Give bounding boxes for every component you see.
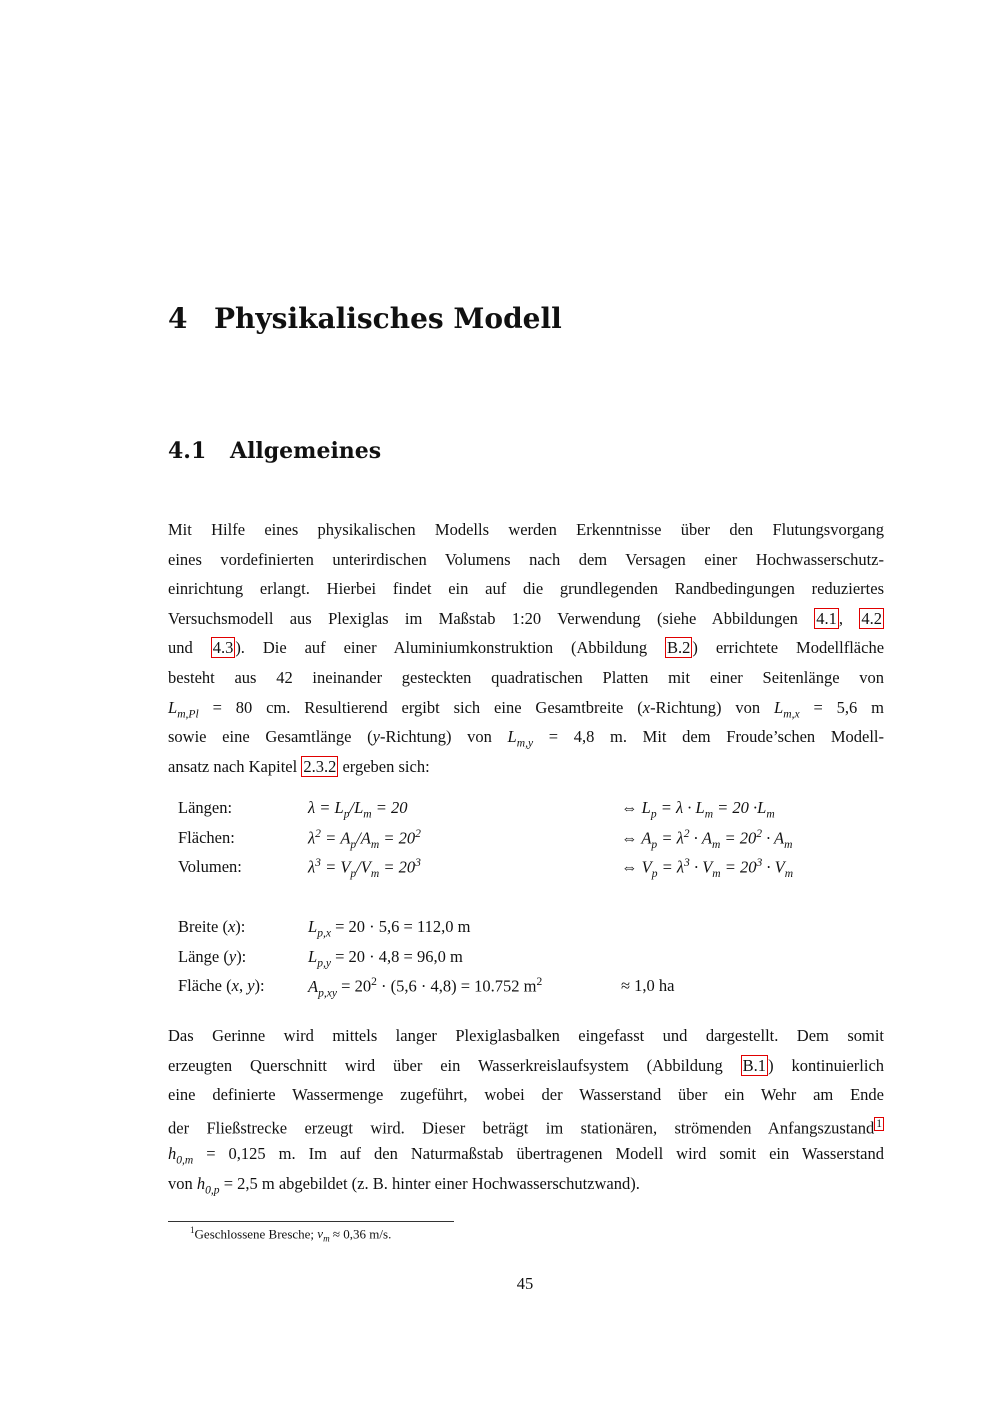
dimension-label: Fläche (x, y): <box>178 976 265 996</box>
text-fragment: = 2,5 m abgebildet (z. B. hinter einer Hochwasserschutzwand). <box>223 1173 640 1193</box>
text-fragment: -Richtung) von <box>379 727 492 747</box>
paragraph-2 <box>168 1021 884 1199</box>
math-symbol: $L_{m,y}$ <box>507 727 534 750</box>
text-fragment: von <box>168 1173 193 1193</box>
text-fragment: ansatz nach Kapitel <box>168 756 298 776</box>
dimension-expression: $A_{p,xy} = 20^2 \cdot (5,6 \cdot 4,8) = 10.752$ $m^2$ <box>308 976 543 999</box>
text-line <box>168 1139 884 1169</box>
equation-label: Längen: <box>178 798 233 817</box>
text-line: eines vordefinierten unterirdischen Volumens nach dem Versagen einer Hochwasserschutz- <box>168 549 884 569</box>
text-line: einrichtung erlangt. Hierbei findet ein auf die grundlegenden Randbedingungen reduziertes <box>168 579 884 599</box>
chapter-title: Physikalisches Modell <box>214 302 562 335</box>
footnote <box>190 1225 391 1244</box>
text-line <box>168 1051 884 1081</box>
math-symbol: $h_{0,m}$ <box>168 1144 194 1167</box>
text-line: besteht aus 42 ineinander gesteckten quadratischen Platten mit einer Seitenlänge von <box>168 667 884 687</box>
text-fragment: der Fließstrecke erzeugt wird. Dieser beträgt im stationären, strömenden Anfangszustand <box>168 1118 875 1138</box>
math-symbol: $h_{0,p}$ <box>196 1173 220 1197</box>
text-line: eine definierte Wassermenge zugeführt, wobei der Wasserstand über ein Wehr am Ende <box>168 1085 884 1105</box>
equation-label: Volumen: <box>178 857 242 877</box>
equation-lhs: $\lambda = L_p/L_m = 20$ <box>308 798 408 821</box>
text-line <box>168 752 884 782</box>
equation-rhs: ⇔ $A_p = \lambda^2 \cdot A_m = 20^2 \cdot A_m$ <box>621 827 793 851</box>
text-fragment: Versuchsmodell aus Plexiglas im Maßstab 1:20 Verwendung (siehe Abbildungen <box>168 608 798 628</box>
dimension-label: Breite (x): <box>178 917 246 936</box>
text-line <box>168 1169 884 1199</box>
section-heading <box>168 438 381 464</box>
text-line: Mit Hilfe eines physikalischen Modells werden Erkenntnisse über den Flutungsvorgang <box>168 520 884 539</box>
dimension-expression: $L_{p,x} = 20 \cdot 5,6 = 112,0$ m <box>308 917 471 940</box>
footnote-divider <box>168 1221 454 1222</box>
text-fragment: ) kontinuierlich <box>768 1055 885 1075</box>
text-fragment: = 5,6 m <box>813 697 884 717</box>
text-fragment: ergeben sich: <box>342 756 430 776</box>
text-line <box>168 1110 884 1140</box>
page-number: 45 <box>516 1274 534 1293</box>
section-title: Allgemeines <box>230 438 382 464</box>
text-line: sowie eine Gesamtlänge (y-Richtung) von $L_{m,y} = 4,8$ m. Mit dem Froude’schen Modell- <box>168 727 884 750</box>
text-fragment: = 80 cm. Resultierend ergibt sich eine Gesamtbreite ( <box>212 697 643 717</box>
footnote-text: Geschlossene Bresche; <box>194 1226 315 1242</box>
chapter-heading <box>168 302 562 335</box>
equation-lhs: $\lambda^2 = A_p/A_m = 20^2$ <box>308 827 421 851</box>
text-line: $L_{m,Pl} = 80$ cm. Resultierend ergibt sich eine Gesamtbreite (x-Richtung) von $L_{m,x} = 5,6$ m <box>168 697 884 720</box>
figure-link-4-2[interactable]: 4.2 <box>861 608 882 628</box>
figure-link-4-3[interactable]: 4.3 <box>212 638 234 658</box>
footnote-link[interactable]: 1 <box>876 1117 882 1130</box>
math-symbol: $L_{m,Pl}$ <box>168 697 199 720</box>
paragraph-1 <box>168 515 884 781</box>
dimension-expression: $L_{p,y} = 20 \cdot 4,8 = 96,0$ m <box>308 946 463 969</box>
text-fragment: ). Die auf einer Aluminiumkonstruktion (Abbildung <box>235 638 648 658</box>
text-fragment: -Richtung) von <box>650 697 761 717</box>
chapter-number: 4 <box>168 302 188 335</box>
text-fragment: und <box>168 638 193 658</box>
text-fragment: erzeugten Querschnitt wird über ein Wasserkreislaufsystem (Abbildung <box>168 1055 723 1075</box>
text-line: Versuchsmodell aus Plexiglas im Maßstab 1:20 Verwendung (siehe Abbildungen 4.1 , 4.2 <box>168 608 882 628</box>
section-number: 4.1 <box>168 438 207 464</box>
text-line <box>168 633 884 663</box>
section-link-2-3-2[interactable]: 2.3.2 <box>303 756 337 776</box>
dimension-label: Länge (y): <box>178 946 247 966</box>
approximation: ≈ 1,0 ha <box>621 976 675 996</box>
math-symbol: $v_m$ <box>317 1226 330 1244</box>
text-fragment: ) errichtete Modellfläche <box>692 638 885 658</box>
text-fragment: = 0,125 m. Im auf den Naturmaßstab übertragenen Modell wird somit ein Wasserstand <box>206 1144 884 1164</box>
equation-lhs: $\lambda^3 = V_p/V_m = 20^3$ <box>308 857 421 880</box>
equation-rhs: ⇔ $L_p = \lambda \cdot L_m = 20 \cdot L_m$ <box>621 798 775 821</box>
figure-link-4-1[interactable]: 4.1 <box>816 608 837 628</box>
footnote-text: ≈ 0,36 m/s. <box>332 1226 392 1242</box>
text-line: Das Gerinne wird mittels langer Plexiglasbalken eingefasst und dargestellt. Dem somit <box>168 1026 884 1045</box>
footnote-mark: 1 <box>190 1225 195 1235</box>
text-fragment: sowie eine Gesamtlänge ( <box>168 727 373 747</box>
figure-link-b-2[interactable]: B.2 <box>667 638 691 658</box>
equation-label: Flächen: <box>178 827 235 847</box>
figure-link-b-1[interactable]: B.1 <box>742 1055 767 1075</box>
equation-rhs: ⇔ $V_p = \lambda^3 \cdot V_m = 20^3 \cdot V_m$ <box>621 857 794 880</box>
text-fragment: = 4,8 m. Mit dem Froude’schen Modell- <box>548 727 884 747</box>
math-symbol: $L_{m,x}$ <box>774 697 800 720</box>
